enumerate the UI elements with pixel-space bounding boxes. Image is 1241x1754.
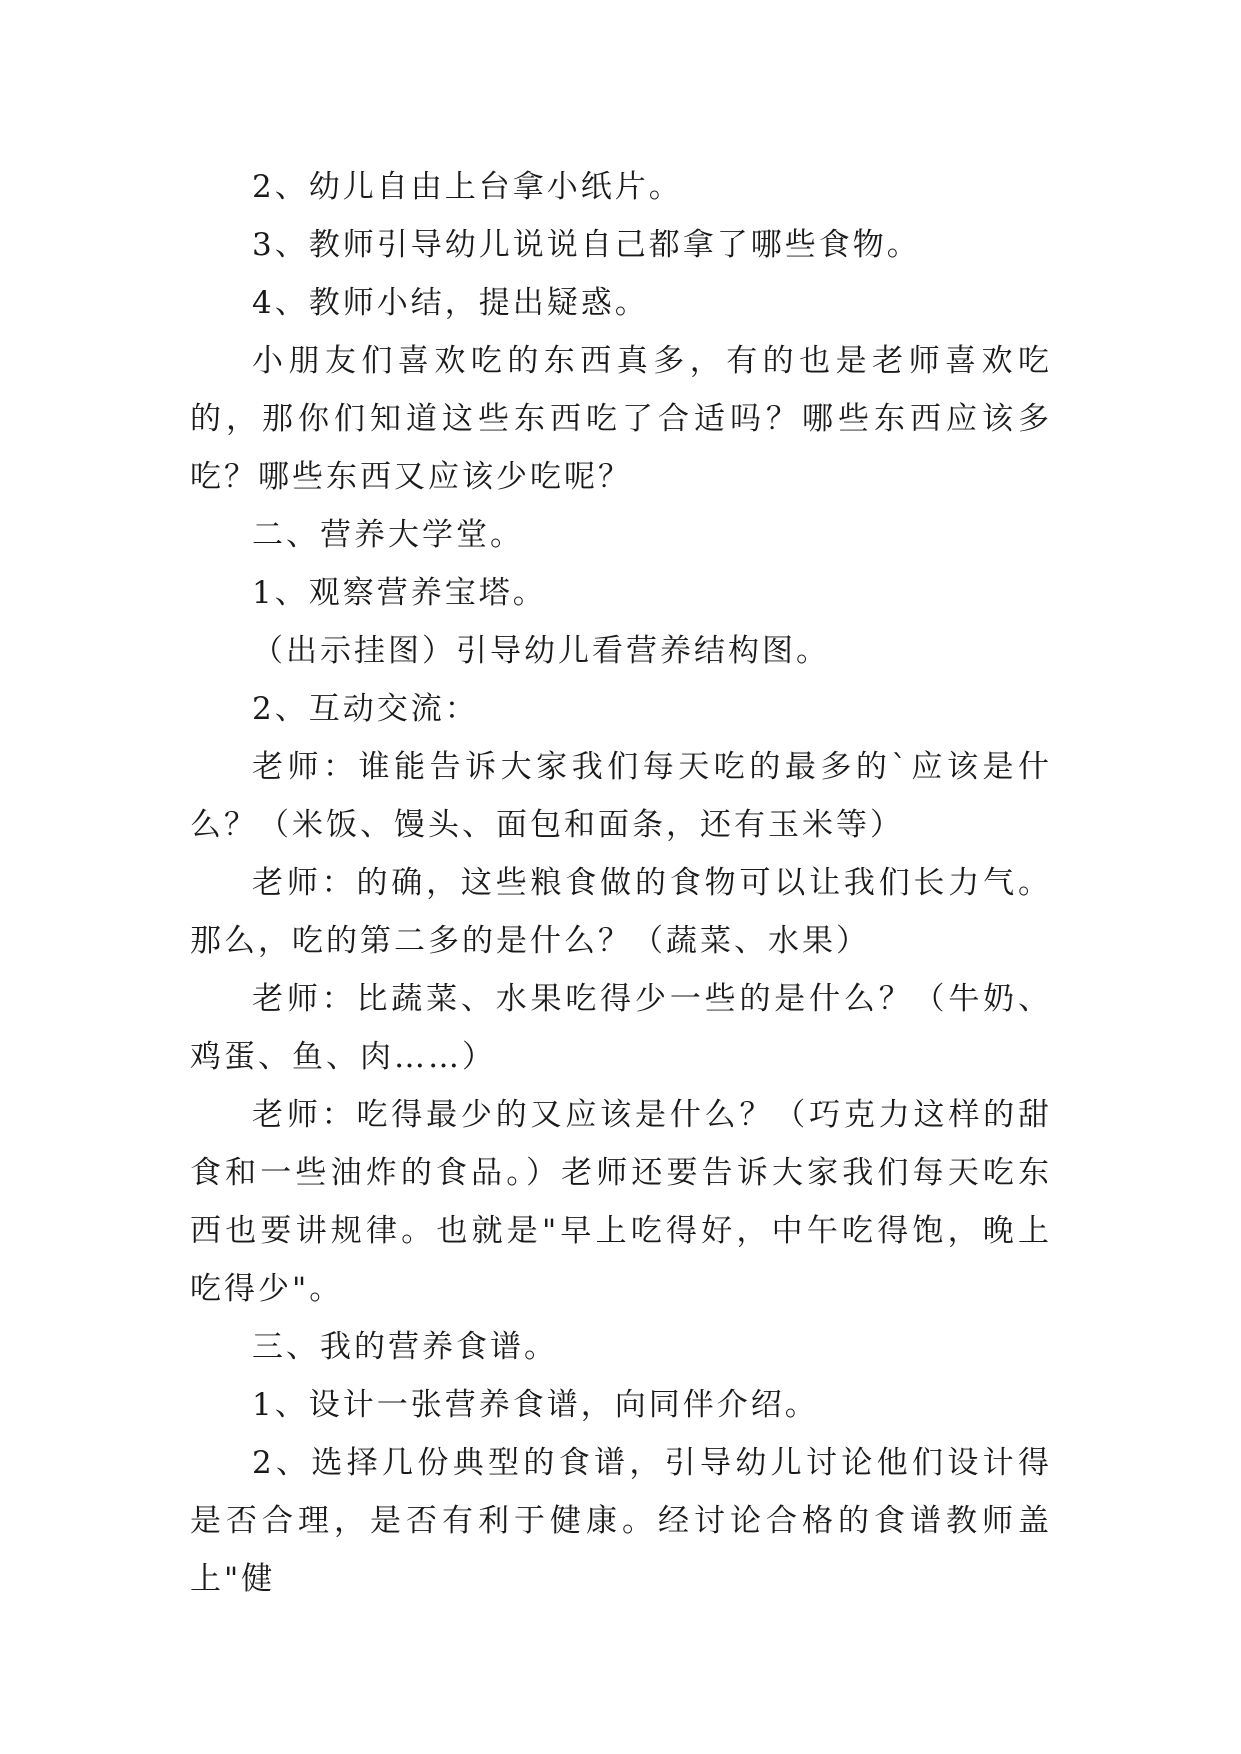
paragraph: 老师：谁能告诉大家我们每天吃的最多的`应该是什么？（米饭、馒头、面包和面条，还有玉米等） xyxy=(190,749,1052,843)
section-heading: 二、营养大学堂。 xyxy=(252,517,524,553)
paragraph: 1、设计一张营养食谱，向同伴介绍。 xyxy=(252,1387,819,1423)
paragraph: 小朋友们喜欢吃的东西真多，有的也是老师喜欢吃的，那你们知道这些东西吃了合适吗？哪些东西应该多吃？哪些东西又应该少吃呢？ xyxy=(190,343,1052,495)
document-body xyxy=(190,158,1052,1608)
paragraph: 2、幼儿自由上台拿小纸片。 xyxy=(252,169,683,205)
paragraph: 老师：比蔬菜、水果吃得少一些的是什么？（牛奶、鸡蛋、鱼、肉……） xyxy=(190,981,1052,1075)
paragraph: 1、观察营养宝塔。 xyxy=(252,575,547,611)
paragraph: 3、教师引导幼儿说说自己都拿了哪些食物。 xyxy=(252,227,921,263)
paragraph: 老师：吃得最少的又应该是什么？（巧克力这样的甜食和一些油炸的食品。）老师还要告诉大家我们每天吃东西也要讲规律。也就是"早上吃得好，中午吃得饱，晚上吃得少"。 xyxy=(190,1097,1052,1307)
paragraph: 4、教师小结，提出疑惑。 xyxy=(252,285,649,321)
paragraph: 老师：的确，这些粮食做的食物可以让我们长力气。那么，吃的第二多的是什么？（蔬菜、水果） xyxy=(190,865,1052,959)
section-heading: 三、我的营养食谱。 xyxy=(252,1329,558,1365)
paragraph: 2、选择几份典型的食谱，引导幼儿讨论他们设计得是否合理，是否有利于健康。经讨论合格的食谱教师盖上"健 xyxy=(190,1445,1052,1597)
paragraph: 2、互动交流： xyxy=(252,691,479,727)
paragraph: （出示挂图）引导幼儿看营养结构图。 xyxy=(252,633,830,669)
